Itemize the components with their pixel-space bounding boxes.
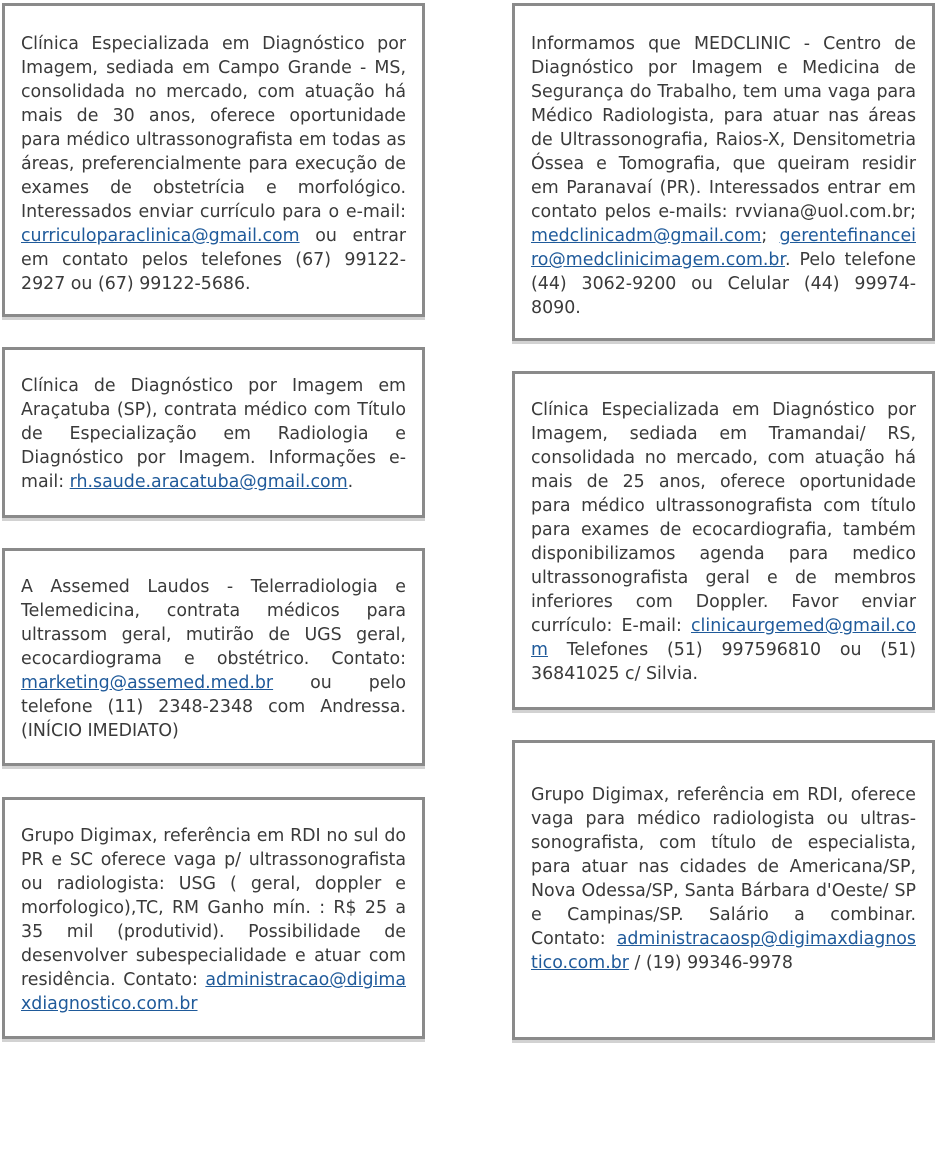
email-link[interactable]: rh.saude.aracatuba@gmail.com bbox=[69, 472, 348, 492]
job-ad-card bbox=[2, 797, 425, 1039]
email-link[interactable]: administracao@digimaxdiagnostico.com.br bbox=[21, 970, 406, 1014]
ad-text: Telefones (51) 997596810 ou (51) 36841025 c/ Silvia. bbox=[531, 640, 916, 684]
job-ad-card bbox=[512, 371, 935, 710]
ad-text: ou entrar em contato pelos telefones (67) 99122-2927 ou (67) 99122-5686. bbox=[21, 226, 406, 294]
email-link-secondary[interactable]: gerentefinanceiro@medclinicimagem.com.br bbox=[531, 226, 916, 270]
job-ad-card bbox=[2, 3, 425, 317]
job-ad-card bbox=[512, 740, 935, 1040]
ad-text: Grupo Digimax, referência em RDI no sul do PR e SC oferece vaga p/ ultrassonografista ou radiologista: USG ( geral, doppler e morfologico),TC, RM Ganho mín. : R$ 25 a 35 mil (produtivid). Possibilidade de desenvolver subespecialidade e atuar com residência. Contato: bbox=[21, 826, 406, 990]
ad-text: / (19) 99346-9978 bbox=[628, 953, 793, 973]
job-ad-card bbox=[512, 3, 935, 341]
email-link[interactable]: curriculoparaclinica@gmail.com bbox=[21, 226, 300, 246]
ad-text: Grupo Digimax, referência em RDI, oferece vaga para médico radiologista ou ultrassonografista, com título de especialista, para atuar nas cidades de Americana/SP, Nova Odessa/SP, Santa Bárbara d'Oeste/ SP e Campinas/SP. Salário a combinar. Contato: bbox=[531, 785, 916, 949]
ad-text: Informamos que MEDCLINIC - Centro de Diagnóstico por Imagem e Medicina de Segurança do Trabalho, tem uma vaga para Médico Radiologista, para atuar nas áreas de Ultrassonografia, Raios-X, Densitometria Óssea e Tomografia, que queiram residir em Paranavaí (PR). Interessados entrar em contato pelos e-mails: rvviana@uol.com.br; bbox=[531, 34, 916, 222]
email-link[interactable]: marketing@assemed.med.br bbox=[21, 673, 274, 693]
ad-text: . bbox=[347, 472, 354, 492]
job-ad-card bbox=[2, 347, 425, 518]
job-ad-card bbox=[2, 548, 425, 766]
ad-text: Clínica Especializada em Diagnóstico por Imagem, sediada em Campo Grande - MS, consolidada no mercado, com atuação há mais de 30 anos, oferece oportunidade para médico ultrassonografista em todas as áreas, preferencialmente para execução de exames de obstetrícia e morfológico. Interessados enviar currículo para o e-mail: bbox=[21, 34, 406, 222]
ad-text: ou pelo telefone (11) 2348-2348 com Andressa. (INÍCIO IMEDIATO) bbox=[21, 673, 406, 741]
ad-text: Clínica Especializada em Diagnóstico por Imagem, sediada em Tramandai/ RS, consolidada no mercado, com atuação há mais de 25 anos, oferece oportunidade para médico ultrassonografista com título para exames de ecocardiografia, também disponibilizamos agenda para medico ultrassonografista geral e de membros inferiores com Doppler. Favor enviar currículo: E-mail: bbox=[531, 400, 916, 636]
email-link[interactable]: medclinicadm@gmail.com bbox=[531, 226, 762, 246]
ad-text: . Pelo telefone (44) 3062-9200 ou Celular (44) 99974-8090. bbox=[531, 250, 916, 318]
ad-text: Clínica de Diagnóstico por Imagem em Araçatuba (SP), contrata médico com Título de Especialização em Radiologia e Diagnóstico por Imagem. Informações e-mail: bbox=[21, 376, 406, 492]
email-link[interactable]: administracaosp@digimaxdiagnostico.com.br bbox=[531, 929, 916, 973]
ad-text: A Assemed Laudos - Telerradiologia e Telemedicina, contrata médicos para ultrassom geral, mutirão de UGS geral, ecocardiograma e obstétrico. Contato: bbox=[21, 577, 406, 669]
ad-text: ; bbox=[761, 226, 780, 246]
email-link[interactable]: clinicaurgemed@gmail.com bbox=[531, 616, 916, 660]
